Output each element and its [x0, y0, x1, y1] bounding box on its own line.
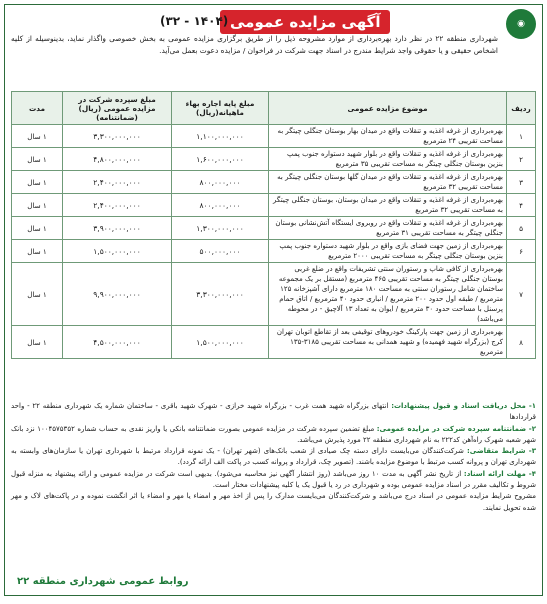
row-number: ۴ — [507, 194, 536, 217]
table-row — [12, 148, 536, 171]
signature: روابط عمومی شهرداری منطقه ۲۲ — [17, 576, 189, 587]
row-deposit: ۹,۹۰۰,۰۰۰,۰۰۰ — [63, 263, 172, 326]
row-subject: بهره‌برداری از غرفه اغذیه و تنقلات واقع در روبروی ایستگاه آتش‌نشانی بوستان جنگلی چیتگر به مساحت تقریبی ۳۱ مترمربع — [269, 217, 507, 240]
conditions — [11, 401, 536, 514]
row-duration: ۱ سال — [12, 194, 63, 217]
row-deposit: ۳,۹۰۰,۰۰۰,۰۰۰ — [63, 217, 172, 240]
row-subject: بهره‌برداری از زمین جهت فضای بازی واقع در بلوار شهید دستواره جنوب پمپ بنزین بوستان جنگلی چیتگر به مساحت تقریبی ۲۰۰۰ مترمربع — [269, 240, 507, 263]
row-number: ۱ — [507, 125, 536, 148]
condition-title: ۳- شرایط متقاضی: — [466, 447, 536, 456]
condition-title: ۴- مهلت ارائه اسناد: — [463, 469, 536, 478]
row-deposit: ۳,۳۰۰,۰۰۰,۰۰۰ — [63, 125, 172, 148]
condition-3 — [11, 446, 536, 469]
row-subject: بهره‌برداری از غرفه اغذیه و تنقلات واقع در میدان گلها بوستان جنگلی چیتگر به مساحت تقریبی ۳۲ مترمربع — [269, 171, 507, 194]
row-subject: بهره‌برداری از زمین جهت پارکینگ خودروهای توقیفی بعد از تقاطع اتوبان تهران کرج (بزرگراه شهید فهمیده) و شهید همدانی به مساحت تقریبی ۳۱۸۵-۱۳۵ مترمربع — [269, 326, 507, 359]
table-row — [12, 125, 536, 148]
notice-intro: شهرداری منطقه ۲۲ در نظر دارد بهره‌برداری از موارد مشروحه ذیل را از طریق برگزاری مزایده عمومی به بخش خصوصی واگذار نماید، بدینوسیله از کلیه اشخاص حقیقی و یا حقوقی واجد شرایط مندرج در اسناد جهت شرکت در فراخوان / مزایده دعوت بعمل می‌آید. — [11, 34, 498, 55]
condition-text: انتهای بزرگراه شهید همت غرب - بزرگراه شهید خرازی - شهرک شهید باقری - ساختمان شماره یک شهرداری منطقه ۲۲ - واحد قراردادها — [11, 402, 536, 422]
auction-notice — [4, 4, 543, 596]
col-header-deposit: مبلغ سپرده شرکت در مزایده عمومی (ریال) (ضمانتنامه) — [63, 92, 172, 125]
table-row — [12, 171, 536, 194]
col-header-rent: مبلغ پایه اجاره بهاء ماهیانه(ریال) — [172, 92, 269, 125]
row-duration: ۱ سال — [12, 240, 63, 263]
condition-title: ۱- محل دریافت اسناد و قبول پیشنهادات: — [391, 402, 537, 410]
table-row — [12, 326, 536, 359]
row-deposit: ۴,۸۰۰,۰۰۰,۰۰۰ — [63, 148, 172, 171]
condition-5: مشروح شرایط مزایده عمومی در اسناد درج می‌باشد و شرکت‌کنندگان می‌بایست مدارک را پس از اخذ مهر و امضاء یا مهر و امضاء یا اثر انگشت نموده و در پاکت‌های لاک و مهر شده تحویل نمایند. — [11, 492, 536, 512]
auction-table — [11, 91, 536, 359]
table-row — [12, 217, 536, 240]
table-row — [12, 240, 536, 263]
row-rent: ۱,۵۰۰,۰۰۰,۰۰۰ — [172, 326, 269, 359]
col-header-subject: موضوع مزایده عمومی — [269, 92, 507, 125]
row-deposit: ۴,۵۰۰,۰۰۰,۰۰۰ — [63, 326, 172, 359]
row-number: ۳ — [507, 171, 536, 194]
condition-1 — [11, 401, 536, 424]
row-rent: ۸۰۰,۰۰۰,۰۰۰ — [172, 171, 269, 194]
notice-title: آگهی مزایده عمومی — [220, 10, 390, 34]
row-rent: ۱,۱۰۰,۰۰۰,۰۰۰ — [172, 125, 269, 148]
row-rent: ۱,۳۰۰,۰۰۰,۰۰۰ — [172, 217, 269, 240]
row-subject: بهره‌برداری از کافی شاپ و رستوران سنتی تشریفات واقع در ضلع غربی بوستان جنگلی چیتگر به مساحت تقریبی ۴۶۵ مترمربع (مستقل بر یک مجموعه ساختمان شامل رستوران سنتی به مساحت ۱۸۰ مترمربع دارای آشپزخانه ۱۲۵ مترمربع / طبقه اول حدود ۲۰۰ مترمربع / انباری حدود ۴۰ مترمربع / اتاق حمام پرسنل با مساحت حدود ۳۰ مترمربع / ایوان به تعداد ۱۳ آلاچیق - در محوطه می‌باشد) — [269, 263, 507, 326]
row-rent: ۳,۳۰۰,۰۰۰,۰۰۰ — [172, 263, 269, 326]
municipality-logo-icon: ◉ — [506, 9, 536, 39]
row-subject: بهره‌برداری از غرفه اغذیه و تنقلات واقع در بلوار شهید دستواره جنوب پمپ بنزین بوستان جنگلی چیتگر به مساحت تقریبی ۳۵ مترمربع — [269, 148, 507, 171]
row-duration: ۱ سال — [12, 326, 63, 359]
col-header-duration: مدت — [12, 92, 63, 125]
row-rent: ۱,۶۰۰,۰۰۰,۰۰۰ — [172, 148, 269, 171]
condition-text: شرکت‌کنندگان می‌بایست دارای دسته چک صیادی از شعب بانک‌های (شهر تهران) - یک نمونه قرارداد مرتبط با شهرداری تهران یا سازمان‌های وابسته به شهرداری تهران و پروانه کسب مرتبط با موضوع مزایده باشند. (تصویر چک، قرارداد و پروانه کسب در پاکت الف ارائه گردد). — [11, 447, 536, 467]
table-row — [12, 263, 536, 326]
notice-number: (۳۲ - ۱۴۰۴) — [160, 14, 229, 28]
row-rent: ۵۰۰,۰۰۰,۰۰۰ — [172, 240, 269, 263]
table-row — [12, 194, 536, 217]
row-deposit: ۲,۴۰۰,۰۰۰,۰۰۰ — [63, 194, 172, 217]
condition-2 — [11, 424, 536, 447]
row-duration: ۱ سال — [12, 263, 63, 326]
col-header-row-num: ردیف — [507, 92, 536, 125]
condition-title: ۲- ضمانتنامه سپرده شرکت در مزایده عمومی: — [376, 424, 536, 433]
row-deposit: ۲,۴۰۰,۰۰۰,۰۰۰ — [63, 171, 172, 194]
row-duration: ۱ سال — [12, 148, 63, 171]
condition-text: از تاریخ نشر آگهی به مدت ۱۰ روز می‌باشد (روز انتشار آگهی نیز محاسبه می‌شود). بدیهی است شرکت در مزایده عمومی و ارائه پیشنهاد به منزله قبول شروط و تکالیف مقرر در اسناد مزایده عمومی بوده و شهرداری در رد یا قبول یک یا کلیه پیشنهادات مختار است. — [11, 469, 536, 490]
row-subject: بهره‌برداری از غرفه اغذیه و تنقلات واقع در میدان بوستان، بوستان جنگلی چیتگر به مساحت تقریبی ۳۲ مترمربع — [269, 194, 507, 217]
row-duration: ۱ سال — [12, 171, 63, 194]
row-number: ۸ — [507, 326, 536, 359]
row-number: ۷ — [507, 263, 536, 326]
row-subject: بهره‌برداری از غرفه اغذیه و تنقلات واقع در میدان بهار بوستان جنگلی چیتگر به مساحت تقریبی ۲۴ مترمربع — [269, 125, 507, 148]
row-duration: ۱ سال — [12, 125, 63, 148]
condition-4 — [11, 469, 536, 492]
row-number: ۶ — [507, 240, 536, 263]
row-number: ۲ — [507, 148, 536, 171]
row-rent: ۸۰۰,۰۰۰,۰۰۰ — [172, 194, 269, 217]
table-header-row — [12, 92, 536, 125]
row-number: ۵ — [507, 217, 536, 240]
row-duration: ۱ سال — [12, 217, 63, 240]
row-deposit: ۱,۵۰۰,۰۰۰,۰۰۰ — [63, 240, 172, 263]
condition-text: مبلغ تضمین سپرده شرکت در مزایده عمومی بصورت ضمانتنامه بانکی یا واریز نقدی به حساب شماره ۱۰۰۴۵۷۵۳۵۲ نزد بانک شهر شعبه شهرک راه‌آهن کد۲۲۲ به نام شهرداری منطقه ۲۲ مورد پذیرش می‌باشد. — [11, 424, 536, 444]
